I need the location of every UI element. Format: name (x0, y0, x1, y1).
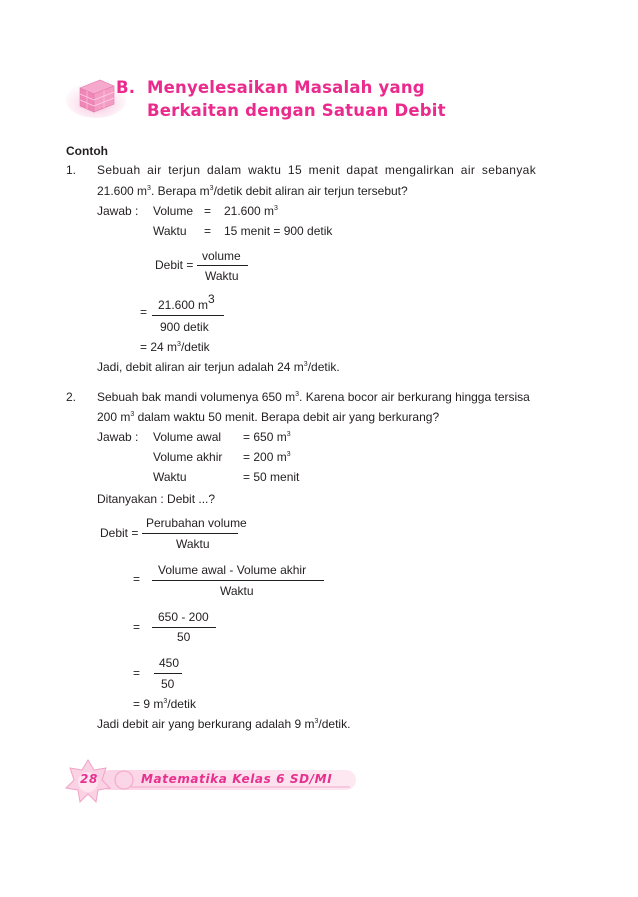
example2-fraction2-denominator: Waktu (220, 584, 254, 598)
example1-jawab: Jawab : (97, 204, 139, 218)
example2-result: = 9 $m^3$/detik (133, 697, 196, 711)
section-title-line1: Menyelesaikan Masalah yang (147, 78, 425, 97)
example1-fraction2-bar (152, 315, 224, 316)
example2-conclusion: Jadi debit air yang berkurang adalah 9 $m^3$/detik. (97, 717, 351, 731)
example1-conclusion: Jadi, debit aliran air terjun adalah 24 $m^3$/detik. (97, 360, 340, 374)
example2-eq-c: = (133, 666, 141, 680)
example2-number: 2. (66, 390, 77, 404)
example1-fraction1-denominator: Waktu (205, 269, 239, 283)
example1-waktu-value: 15 menit = 900 detik (224, 224, 333, 238)
example1-line1: Sebuah air terjun dalam waktu 15 menit dapat mengalirkan air sebanyak (97, 163, 537, 177)
contoh-label: Contoh (66, 144, 108, 158)
example2-eq-b: = (133, 620, 141, 634)
example2-fraction4-denominator: 50 (161, 677, 175, 691)
example1-number: 1. (66, 163, 77, 177)
example1-fraction1-bar (197, 265, 248, 266)
example1-eq2: = (140, 305, 148, 319)
example2-fraction4-numerator: 450 (159, 656, 180, 670)
example2-eq-a: = (133, 572, 141, 586)
footer-book-title: Matematika Kelas 6 SD/MI (141, 772, 333, 786)
example2-fraction1-numerator: Perubahan volume (146, 516, 247, 530)
example2-line2: 200 $m^3$ dalam waktu 50 menit. Berapa debit air yang berkurang? (97, 410, 440, 424)
example2-fraction2-numerator: Volume awal - Volume akhir (158, 563, 307, 577)
example2-volume-awal-value: = 650 $m^3$ (243, 430, 291, 444)
example1-result: = 24 $m^3$/detik (140, 340, 210, 354)
example1-volume-value: 21.600 $m^3$ (224, 204, 278, 218)
example1-fraction2-denominator: 900 detik (160, 320, 209, 334)
example2-waktu-value: = 50 menit (243, 470, 300, 484)
example2-volume-akhir-value: = 200 $m^3$ (243, 450, 291, 464)
example2-fraction1-denominator: Waktu (176, 537, 210, 551)
example2-fraction4-bar (154, 673, 182, 674)
example2-fraction1-bar (142, 533, 238, 534)
example2-debit-label: Debit = (100, 526, 139, 540)
page-number: 28 (80, 772, 98, 786)
example1-fraction1-numerator: volume (202, 249, 241, 263)
example2-waktu-label: Waktu (153, 470, 187, 484)
example1-volume-label: Volume (153, 204, 194, 218)
example2-fraction3-denominator: 50 (177, 630, 191, 644)
example1-volume-eq: = (204, 204, 212, 218)
example2-fraction3-bar (152, 627, 216, 628)
example2-fraction3-numerator: 650 - 200 (158, 610, 209, 624)
section-title-line2: Berkaitan dengan Satuan Debit (147, 101, 446, 120)
example1-line2: 21.600 $m^3$. Berapa $m^3$/detik debit aliran air terjun tersebut? (97, 184, 408, 198)
example2-fraction2-bar (152, 580, 324, 581)
example2-volume-awal-label: Volume awal (153, 430, 222, 444)
example2-jawab: Jawab : (97, 430, 139, 444)
example2-ditanyakan: Ditanyakan : Debit ...? (97, 492, 216, 506)
section-letter: B. (116, 78, 136, 97)
example1-fraction2-numerator: 21.600 m3 (158, 292, 215, 312)
example1-waktu-eq: = (204, 224, 212, 238)
example1-debit-label: Debit = (155, 258, 194, 272)
example1-waktu-label: Waktu (153, 224, 187, 238)
example2-volume-akhir-label: Volume akhir (153, 450, 223, 464)
example2-line1: Sebuah bak mandi volumenya 650 $m^3$. Karena bocor air berkurang hingga tersisa (97, 390, 530, 404)
